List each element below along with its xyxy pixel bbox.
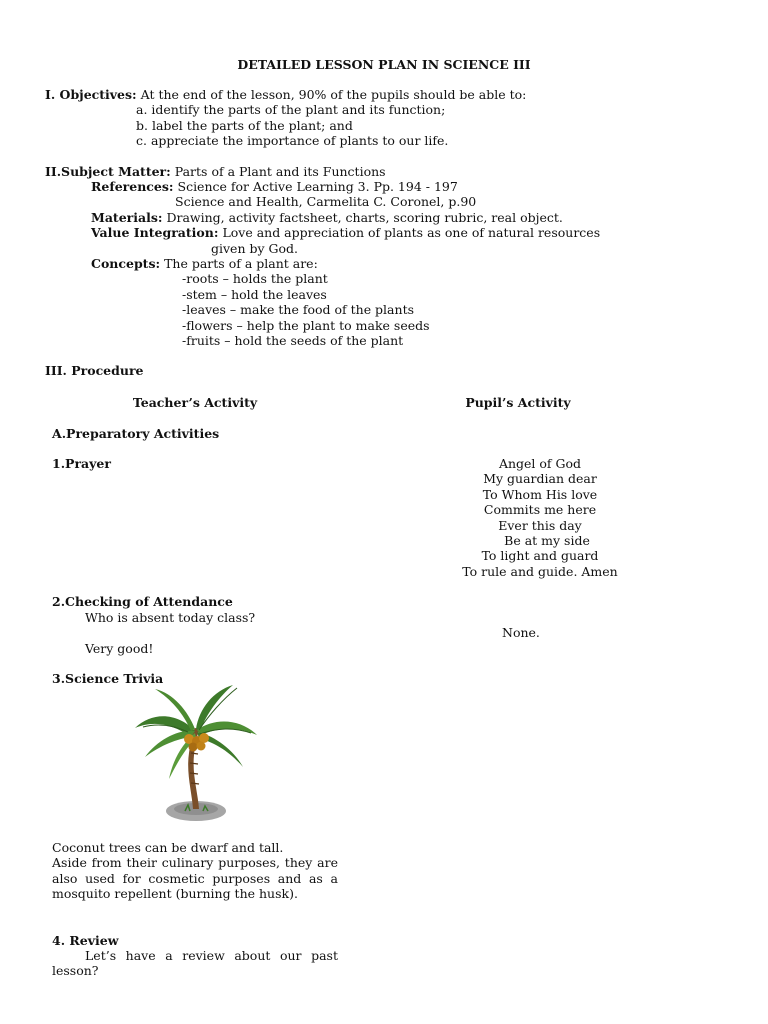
subject-matter-label: II.Subject Matter: bbox=[45, 164, 171, 179]
trivia-line: Coconut trees can be dwarf and tall. bbox=[52, 840, 284, 855]
science-trivia-label: 3.Science Trivia bbox=[52, 671, 164, 686]
reference-item: Science for Active Learning 3. Pp. 194 - 197 bbox=[177, 179, 458, 194]
concept-item: -flowers – help the plant to make seeds bbox=[182, 318, 430, 333]
concepts-intro: The parts of a plant are: bbox=[164, 256, 318, 271]
reference-item: Science and Health, Carmelita C. Coronel, p.90 bbox=[175, 194, 477, 209]
concepts-label: Concepts: bbox=[91, 256, 161, 271]
attendance-question: Who is absent today class? bbox=[85, 610, 256, 625]
very-good-remark: Very good! bbox=[85, 641, 154, 656]
procedure-label: III. Procedure bbox=[45, 363, 144, 378]
prayer-line: To Whom His love bbox=[482, 487, 598, 502]
value-integration-text: Love and appreciation of plants as one of natural resources bbox=[222, 225, 601, 240]
preparatory-activities-label: A.Preparatory Activities bbox=[52, 426, 220, 441]
objectives-intro: At the end of the lesson, 90% of the pupils should be able to: bbox=[140, 87, 527, 102]
coconut-tree-image bbox=[133, 683, 259, 825]
review-line: lesson? bbox=[52, 963, 99, 978]
prayer-line: Be at my side bbox=[504, 533, 590, 548]
subject-matter-line bbox=[45, 164, 386, 179]
materials-label: Materials: bbox=[91, 210, 163, 225]
concept-item: -stem – hold the leaves bbox=[182, 287, 327, 302]
prayer-label: 1.Prayer bbox=[52, 456, 111, 471]
document-title: DETAILED LESSON PLAN IN SCIENCE III bbox=[237, 57, 531, 72]
subject-matter-text: Parts of a Plant and its Functions bbox=[174, 164, 386, 179]
references-line bbox=[91, 179, 458, 194]
references-label: References: bbox=[91, 179, 174, 194]
concepts-line bbox=[91, 256, 318, 271]
materials-text: Drawing, activity factsheet, charts, scoring rubric, real object. bbox=[166, 210, 563, 225]
prayer-line: Ever this day bbox=[498, 518, 582, 533]
value-integration-line bbox=[91, 225, 600, 240]
prayer-line: My guardian dear bbox=[483, 471, 597, 486]
concept-item: -roots – holds the plant bbox=[182, 271, 328, 286]
value-integration-text: given by God. bbox=[211, 241, 299, 256]
prayer-line: Angel of God bbox=[498, 456, 582, 471]
prayer-line: To rule and guide. Amen bbox=[462, 564, 618, 579]
objective-item: a. identify the parts of the plant and its function; bbox=[136, 102, 446, 117]
prayer-line: Commits me here bbox=[483, 502, 597, 517]
attendance-answer: None. bbox=[502, 625, 540, 640]
trivia-line: Aside from their culinary purposes, they are bbox=[52, 855, 338, 870]
review-label: 4. Review bbox=[52, 933, 119, 948]
concept-item: -leaves – make the food of the plants bbox=[182, 302, 415, 317]
trivia-line: also used for cosmetic purposes and as a bbox=[52, 871, 338, 886]
objective-item: c. appreciate the importance of plants to our life. bbox=[136, 133, 449, 148]
trivia-line: mosquito repellent (burning the husk). bbox=[52, 886, 298, 901]
review-line: Let’s have a review about our past bbox=[85, 948, 338, 963]
objectives-label: I. Objectives: bbox=[45, 87, 137, 102]
materials-line bbox=[91, 210, 563, 225]
prayer-line: To light and guard bbox=[481, 548, 599, 563]
pupil-activity-header: Pupil’s Activity bbox=[465, 395, 571, 410]
attendance-label: 2.Checking of Attendance bbox=[52, 594, 233, 609]
teacher-activity-header: Teacher’s Activity bbox=[132, 395, 258, 410]
objectives-intro-line bbox=[45, 87, 526, 102]
value-integration-label: Value Integration: bbox=[91, 225, 219, 240]
objective-item: b. label the parts of the plant; and bbox=[136, 118, 353, 133]
concept-item: -fruits – hold the seeds of the plant bbox=[182, 333, 404, 348]
